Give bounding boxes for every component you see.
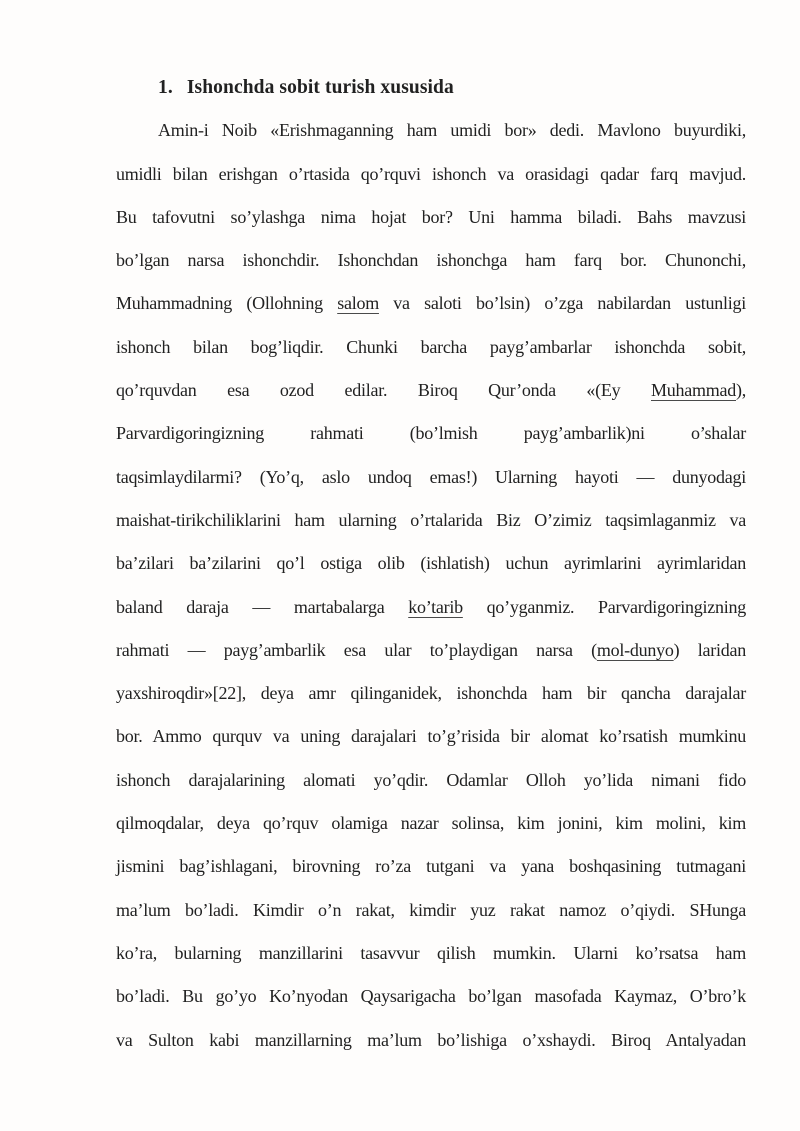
text-line	[116, 889, 746, 932]
text-segment: va saloti bo’lsin) o’zga nabilardan ustunligi	[378, 293, 747, 314]
text-line	[116, 802, 746, 845]
text-segment: qo’yganmiz. Parvardigoringizning	[462, 596, 746, 617]
text-segment: baland daraja — martabalarga	[116, 596, 409, 617]
section-heading	[116, 66, 746, 109]
text-line	[116, 845, 746, 888]
text-line	[116, 672, 746, 715]
text-line	[116, 1019, 746, 1062]
text-segment: Bu tafovutni so’ylashga nima hojat bor? Uni hamma biladi. Bahs mavzusi	[116, 206, 746, 227]
text-line	[116, 326, 746, 369]
text-segment: rahmati — payg’ambarlik esa ular to’playdigan narsa (	[116, 639, 597, 660]
text-line	[116, 542, 746, 585]
text-segment: Amin-i Noib «Erishmaganning ham umidi bor» dedi. Mavlono buyurdiki,	[158, 120, 746, 141]
section-title: Ishonchda sobit turish xususida	[186, 77, 454, 98]
text-segment: ishonch bilan bog’liqdir. Chunki barcha payg’ambarlar ishonchda sobit,	[116, 336, 746, 357]
text-segment: Muhammadning (Ollohning	[116, 293, 338, 314]
underlined-word: Muhammad	[651, 380, 736, 401]
text-line	[116, 282, 746, 325]
underlined-word: salom	[337, 293, 379, 314]
text-segment: bo’ladi. Bu go’yo Ko’nyodan Qaysarigacha bo’lgan masofada Kaymaz, O’bro’k	[116, 986, 746, 1007]
text-line	[116, 499, 746, 542]
text-line	[116, 239, 746, 282]
text-line	[116, 715, 746, 758]
text-segment: ),	[736, 380, 746, 401]
text-segment: qo’rquvdan esa ozod edilar. Biroq Qur’onda «(Ey	[116, 380, 651, 401]
text-segment: maishat-tirikchiliklarini ham ularning o’rtalarida Biz O’zimiz taqsimlaganmiz va	[116, 509, 746, 530]
paragraph-body	[116, 109, 746, 1062]
text-segment: umidli bilan erishgan o’rtasida qo’rquvi ishonch va orasidagi qadar farq mavjud.	[116, 163, 746, 184]
text-line	[116, 369, 746, 412]
text-segment: ko’ra, bularning manzillarini tasavvur qilish mumkin. Ularni ko’rsatsa ham	[116, 942, 746, 963]
text-line	[116, 629, 746, 672]
text-line	[116, 456, 746, 499]
text-segment: ) laridan	[673, 639, 746, 660]
text-segment: ma’lum bo’ladi. Kimdir o’n rakat, kimdir yuz rakat namoz o’qiydi. SHunga	[116, 899, 746, 920]
text-line	[116, 932, 746, 975]
underlined-word: ko’tarib	[408, 596, 463, 617]
section-number: 1.	[158, 77, 173, 98]
text-line	[116, 153, 746, 196]
text-line	[116, 412, 746, 455]
text-segment: jismini bag’ishlagani, birovning ro’za tutgani va yana boshqasining tutmagani	[116, 856, 746, 877]
text-line	[116, 109, 746, 152]
text-segment: yaxshiroqdir»[22], deya amr qilinganidek, ishonchda ham bir qancha darajalar	[116, 683, 746, 704]
text-segment: ba’zilari ba’zilarini qo’l ostiga olib (ishlatish) uchun ayrimlarini ayrimlaridan	[116, 553, 746, 574]
text-line	[116, 196, 746, 239]
text-line	[116, 586, 746, 629]
underlined-word: mol-dunyo	[596, 639, 674, 660]
text-segment: ishonch darajalarining alomati yo’qdir. Odamlar Olloh yo’lida nimani fido	[116, 769, 746, 790]
text-segment: va Sulton kabi manzillarning ma’lum bo’lishiga o’xshaydi. Biroq Antalyadan	[116, 1029, 746, 1050]
text-line	[116, 759, 746, 802]
text-line	[116, 975, 746, 1018]
text-segment: qilmoqdalar, deya qo’rquv olamiga nazar solinsa, kim jonini, kim molini, kim	[116, 813, 746, 834]
text-segment: bor. Ammo qurquv va uning darajalari to’g’risida bir alomat ko’rsatish mumkinu	[116, 726, 746, 747]
text-segment: Parvardigoringizning rahmati (bo’lmish payg’ambarlik)ni o’shalar	[116, 423, 746, 444]
text-segment: bo’lgan narsa ishonchdir. Ishonchdan ishonchga ham farq bor. Chunonchi,	[116, 250, 746, 271]
text-segment: taqsimlaydilarmi? (Yo’q, aslo undoq emas!) Ularning hayoti — dunyodagi	[116, 466, 746, 487]
